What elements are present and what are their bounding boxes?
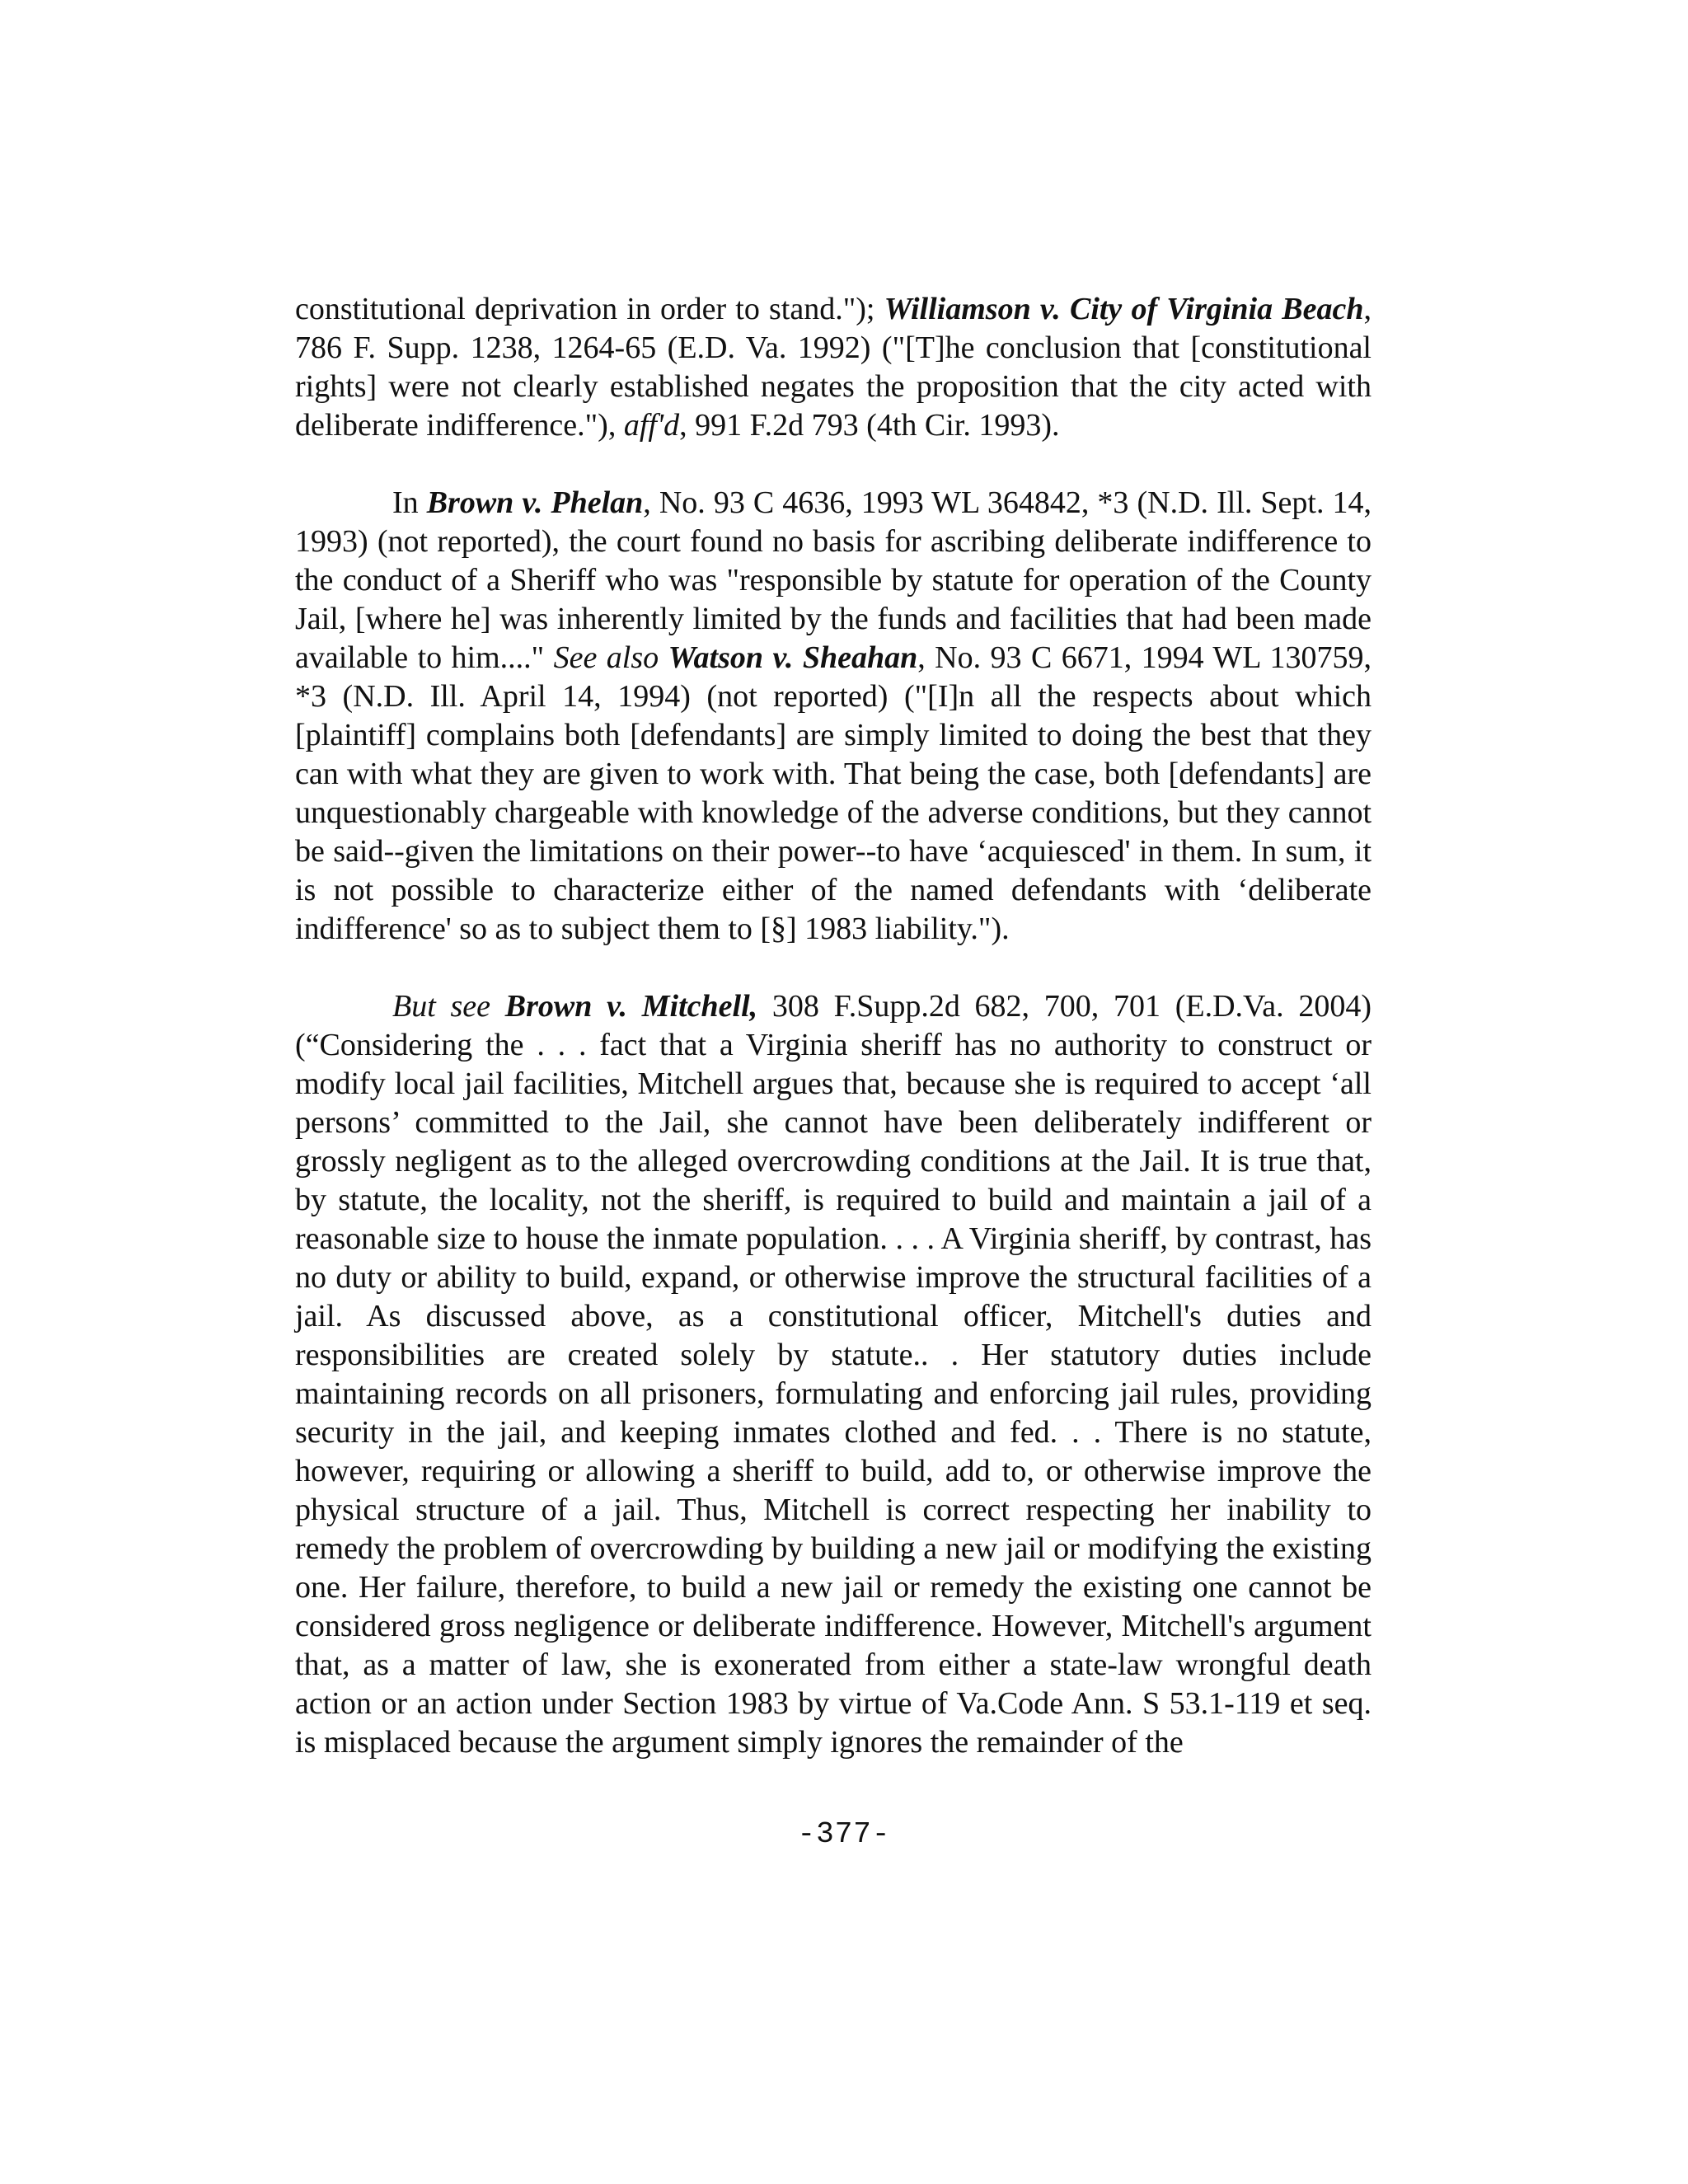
page-number: -377- [797, 1817, 891, 1851]
text-run: , No. 93 C 6671, 1994 WL 130759, *3 (N.D. Ill. April 14, 1994) (not reported) ("[I]n all the respects about which [plaintiff] complains both [defendants] are simply limited to doing the best that they can with what they are given to work with. That being the case, both [defendants] are unquestionably chargeable with knowledge of the adverse conditions, but they cannot be said--given the limitations on their power--to have ‘acquiesced' in them. In sum, it is not possible to characterize either of the named defendants with ‘deliberate indifference' so as to subject them to [§] 1983 liability."). [295, 640, 1372, 946]
text-run: In [392, 485, 427, 520]
text-run: , 991 F.2d 793 (4th Cir. 1993). [679, 408, 1060, 443]
case-name-brown-phelan: Brown v. Phelan [426, 485, 644, 520]
text-run: , No. 93 C 4636, 1993 WL 364842, *3 (N.D. Ill. Sept. 14, 1993) (not reported), the court found no basis for ascribing deliberate indifference to the conduct of a Sheriff who was "responsible by statute for operation of the County Jail, [where he] was inherently limited by the funds and facilities that had been made available to him...." [295, 485, 1372, 675]
text-run [490, 989, 505, 1024]
paragraph-2 [295, 484, 1372, 949]
body-text [295, 290, 1372, 1762]
signal-see-also: See also [553, 640, 659, 675]
paragraph-3 [295, 987, 1372, 1762]
text-run [659, 640, 668, 675]
case-name-williamson: Williamson v. City of Virginia Beach [884, 292, 1364, 326]
signal-affd: aff'd [623, 408, 680, 443]
text-run: 308 F.Supp.2d 682, 700, 701 (E.D.Va. 2004) (“Considering the . . . fact that a Virginia sheriff has no authority to construct or modify local jail facilities, Mitchell argues that, because she is required to accept ‘all persons’ committed to the Jail, she cannot have been deliberately indifferent or grossly negligent as to the alleged overcrowding conditions at the Jail. It is true that, by statute, the locality, not the sheriff, is required to build and maintain a jail of a reasonable size to house the inmate population. . . . A Virginia sheriff, by contrast, has no duty or ability to build, expand, or otherwise improve the structural facilities of a jail. As discussed above, as a constitutional officer, Mitchell's duties and responsibilities are created solely by statute.. . Her statutory duties include maintaining records on all prisoners, formulating and enforcing jail rules, providing security in the jail, and keeping inmates clothed and fed. . . There is no statute, however, requiring or allowing a sheriff to build, add to, or otherwise improve the physical structure of a jail. Thus, Mitchell is correct respecting her inability to remedy the problem of overcrowding by building a new jail or modifying the existing one. Her failure, therefore, to build a new jail or remedy the existing one cannot be considered gross negligence or deliberate indifference. However, Mitchell's argument that, as a matter of law, she is exonerated from either a state-law wrongful death action or an action under Section 1983 by virtue of Va.Code Ann. S 53.1-119 et seq. is misplaced because the argument simply ignores the remainder of the [295, 989, 1372, 1760]
case-name-watson-sheahan: Watson v. Sheahan [668, 640, 918, 675]
text-run: constitutional deprivation in order to stand."); [295, 292, 884, 326]
case-name-brown-mitchell: Brown v. Mitchell, [504, 989, 758, 1024]
paragraph-1 [295, 290, 1372, 445]
signal-but-see: But see [392, 989, 491, 1024]
text-run: , 786 F. Supp. 1238, 1264-65 (E.D. Va. 1992) ("[T]he conclusion that [constitutional rights] were not clearly established negates the proposition that the city acted with deliberate indifference."), [295, 292, 1372, 443]
